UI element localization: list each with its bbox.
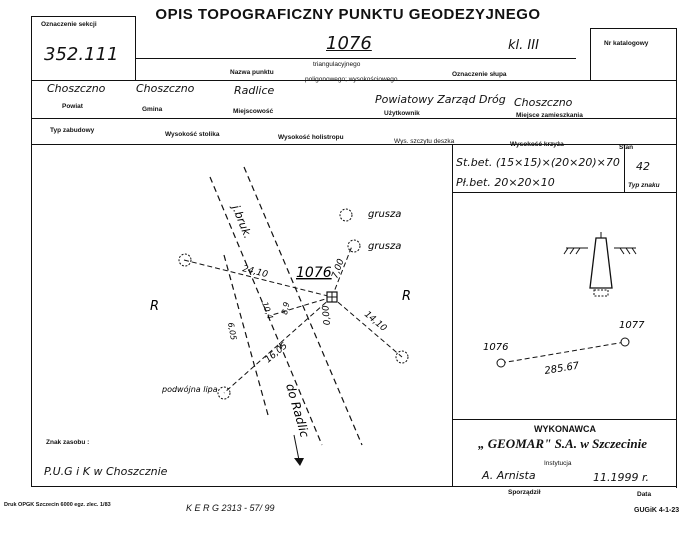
monument-cross-section bbox=[560, 226, 640, 306]
tree-label-1: grusza bbox=[368, 209, 402, 220]
map-point-label: 1076 bbox=[296, 265, 332, 281]
uzytkownik-value: Powiatowy Zarząd Dróg bbox=[375, 93, 506, 106]
point-name-value: 1076 bbox=[326, 33, 372, 54]
marker-label: Oznaczenie słupa bbox=[452, 71, 507, 78]
distance-label: 0,00 bbox=[321, 304, 333, 326]
distance-label: 14,10 bbox=[362, 309, 389, 334]
point-1076-marker bbox=[327, 292, 337, 302]
catalog-label: Nr katalogowy bbox=[604, 40, 649, 47]
distance-label: 10,4 bbox=[260, 300, 275, 321]
miejsce-value: Choszczno bbox=[514, 96, 573, 109]
distance-label: 8,9 bbox=[280, 301, 292, 316]
class-value: kl. III bbox=[508, 38, 539, 53]
field-right-label: R bbox=[402, 289, 412, 304]
road-label: j.bruk. bbox=[229, 203, 255, 241]
orientation-map bbox=[453, 306, 676, 418]
section-value: 352.111 bbox=[44, 44, 119, 65]
tree-label-2: grusza bbox=[368, 241, 402, 252]
tree-icon bbox=[340, 209, 352, 221]
wykonawca-label: WYKONAWCA bbox=[534, 424, 596, 434]
powiat-value: Choszczno bbox=[47, 82, 106, 95]
print-note: Druk OPGK Szczecin 6000 egz. zlec. 1/83 bbox=[4, 502, 111, 508]
powiat-label: Powiat bbox=[62, 103, 83, 110]
field-left-label: R bbox=[150, 299, 160, 314]
wys-krzyza-label: Wysokość krzyża bbox=[510, 141, 564, 148]
typ-zabudowy-label: Typ zabudowy bbox=[50, 127, 95, 134]
marker-line-1: St.bet. (15×15)×(20×20)×70 bbox=[456, 156, 620, 169]
road-arrow-icon bbox=[294, 435, 304, 466]
marker-line-2: Pł.bet. 20×20×10 bbox=[456, 176, 555, 189]
distance-label: 7,00 bbox=[330, 257, 347, 281]
company-name: „ GEOMAR" S.A. w Szczecinie bbox=[478, 436, 648, 451]
sporzadzil-label: Sporządził bbox=[508, 489, 541, 496]
instytucja-label: Instytucja bbox=[544, 460, 572, 467]
miejsce-label: Miejsce zamieszkania bbox=[516, 112, 583, 119]
document-title: OPIS TOPOGRAFICZNY PUNKTU GEODEZYJNEGO bbox=[155, 6, 541, 23]
distance-label: 24,10 bbox=[241, 264, 269, 281]
tree-icon bbox=[348, 240, 360, 252]
distance-label: 16,05 bbox=[263, 341, 290, 366]
distance-label: 6,05 bbox=[226, 321, 238, 341]
point-name-label: Nazwa punktu bbox=[230, 69, 274, 76]
stan-label: Stan bbox=[619, 144, 634, 151]
marker-code: 42 bbox=[636, 160, 650, 173]
miejscowosc-value: Radlice bbox=[234, 84, 275, 97]
distance-value: 285.67 bbox=[543, 360, 581, 377]
wys-szczytu-label: Wys. szczytu deszka bbox=[394, 138, 455, 145]
topographic-sketch bbox=[32, 145, 452, 486]
zasob-value: P.U.G i K w Choszcznie bbox=[44, 465, 168, 478]
wys-stolika-label: Wysokość stolika bbox=[165, 131, 220, 138]
wys-holistropu-label: Wysokość holistropu bbox=[278, 134, 344, 141]
date-value: 11.1999 r. bbox=[593, 471, 649, 484]
point-b-icon bbox=[621, 338, 629, 346]
tree-label-3: podwójna lipa bbox=[162, 385, 218, 394]
sporzadzil-value: A. Arnista bbox=[482, 469, 536, 482]
data-label: Data bbox=[637, 491, 652, 498]
point-b-label: 1077 bbox=[619, 320, 645, 331]
kerg-number: K E R G 2313 - 57/ 99 bbox=[186, 503, 275, 513]
uzytkownik-label: Użytkownik bbox=[384, 110, 420, 117]
point-a-icon bbox=[497, 359, 505, 367]
type-label-2: poligonowego; wysokościowego bbox=[305, 76, 398, 83]
gmina-label: Gmina bbox=[142, 106, 163, 113]
point-a-label: 1076 bbox=[483, 342, 509, 353]
typ-znaku-label: Typ znaku bbox=[628, 182, 660, 189]
tree-symbols bbox=[179, 209, 408, 399]
type-label-1: triangulacyjnego bbox=[313, 61, 361, 68]
gmina-value: Choszczno bbox=[136, 82, 195, 95]
form-code: GUGiK 4-1-23 bbox=[634, 507, 680, 514]
miejscowosc-label: Miejscowość bbox=[233, 108, 274, 115]
section-label: Oznaczenie sekcji bbox=[41, 21, 97, 28]
road-direction-label: do Radlic bbox=[283, 381, 312, 440]
zasob-label: Znak zasobu : bbox=[46, 439, 90, 446]
